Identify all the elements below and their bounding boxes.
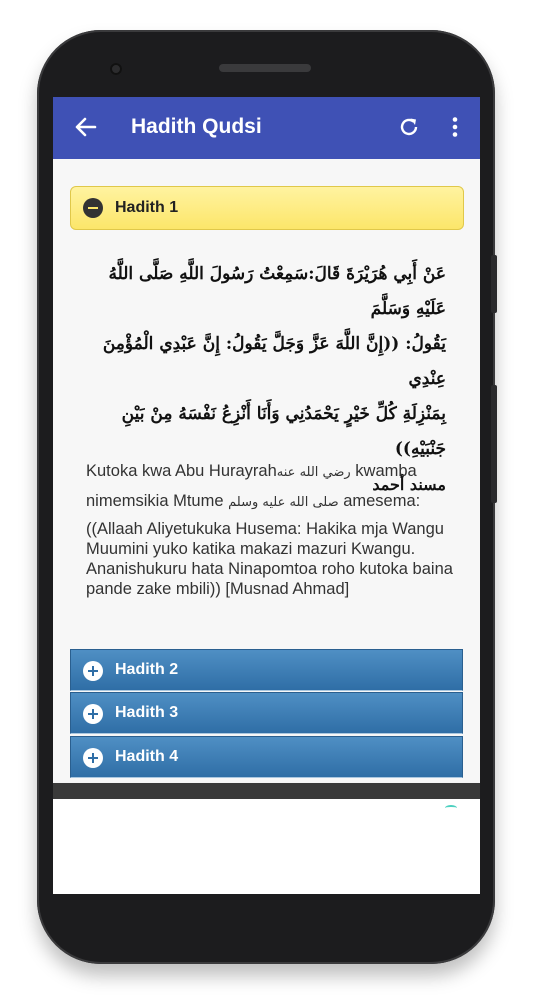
- volume-button: [491, 255, 497, 313]
- arrow-back-icon[interactable]: [71, 113, 99, 141]
- ad-indicator-icon: [445, 805, 457, 811]
- power-button: [491, 385, 497, 503]
- translation-honorific: صلى الله عليه وسلم: [228, 495, 339, 510]
- refresh-icon[interactable]: [397, 115, 421, 139]
- translation-text: kwamba: [350, 462, 417, 480]
- ad-divider: [53, 783, 480, 799]
- earpiece-speaker: [219, 64, 311, 72]
- arabic-line: يَقُولُ: ((إِنَّ اللَّهَ عَزَّ وَجَلَّ يَقُولُ: إِنَّ عَبْدِي الْمُؤْمِنَ عِنْدِي: [102, 334, 446, 389]
- collapse-icon: [83, 198, 103, 218]
- accordion-header-hadith-3[interactable]: [70, 692, 463, 734]
- translation-text: Kutoka kwa Abu Hurayrah: [86, 462, 277, 480]
- content-area: [53, 159, 480, 782]
- expand-icon: [83, 748, 103, 768]
- page-title: Hadith Qudsi: [131, 115, 262, 138]
- accordion-header-hadith-2[interactable]: [70, 649, 463, 691]
- accordion-label: Hadith 2: [115, 661, 179, 678]
- expand-icon: [83, 661, 103, 681]
- front-camera: [110, 63, 122, 75]
- accordion-header-hadith-4[interactable]: [70, 736, 463, 778]
- translation-text: amesema:: [338, 492, 421, 510]
- translation-body: ((Allaah Aliyetukuka Husema: Hakika mja Wangu Muumini yuko katika makazi mazuri Kwangu. Ananishukuru hata Ninapomtoa roho kutoka baina pande zake mbili)) [Musnad Ahmad]: [86, 520, 453, 598]
- app-bar: [53, 97, 480, 159]
- arabic-line: بِمَنْزِلَةِ كُلِّ خَيْرٍ يَحْمَدُنِي وَأَنَا أَنْزِعُ نَفْسَهُ مِنْ بَيْنِ جَنْبَيْهِ)): [121, 404, 446, 459]
- swahili-translation: [86, 457, 456, 599]
- ad-banner-area[interactable]: [53, 799, 480, 894]
- arabic-source: مسند أحمد: [372, 475, 446, 494]
- arabic-line: عَنْ أَبِي هُرَيْرَةَ قَالَ:سَمِعْتُ رَسُولَ اللَّهِ صَلَّى اللَّهُ عَلَيْهِ وَسَلَّمَ: [108, 264, 446, 319]
- accordion-header-hadith-1[interactable]: [70, 186, 464, 230]
- translation-line: [86, 457, 456, 487]
- accordion-label: Hadith 1: [115, 199, 179, 216]
- translation-text: nimemsikia Mtume: [86, 492, 229, 510]
- screen: [53, 97, 480, 894]
- accordion-label: Hadith 3: [115, 704, 179, 721]
- more-vert-icon[interactable]: [443, 115, 467, 139]
- translation-honorific: رضي الله عنه: [276, 465, 351, 480]
- expand-icon: [83, 704, 103, 724]
- accordion-label: Hadith 4: [115, 748, 179, 765]
- translation-line: [86, 487, 456, 517]
